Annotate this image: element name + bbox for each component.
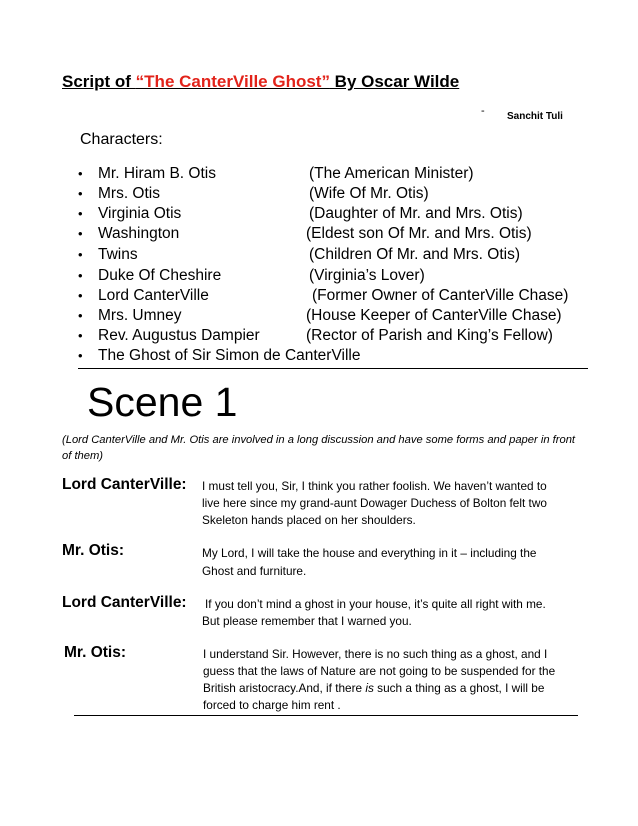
dialogue-line: But please remember that I warned you. <box>202 614 412 628</box>
character-role: (House Keeper of CanterVille Chase) <box>306 307 562 324</box>
dialogue-line: I must tell you, Sir, I think you rather foolish. We haven’t wanted to <box>202 479 547 493</box>
character-name: Virginia Otis <box>98 205 182 222</box>
title-suffix: By Oscar Wilde <box>329 72 460 91</box>
character-role: (Daughter of Mr. and Mrs. Otis) <box>309 205 523 222</box>
dialogue-line: live here since my grand-aunt Dowager Duchess of Bolton felt two <box>202 496 547 510</box>
bullet-icon: • <box>78 308 83 323</box>
character-name: The Ghost of Sir Simon de CanterVille <box>98 347 361 364</box>
character-role: (Former Owner of CanterVille Chase) <box>312 287 569 304</box>
dialogue-line: I understand Sir. However, there is no such thing as a ghost, and I <box>203 647 548 661</box>
dialogue-line: If you don’t mind a ghost in your house, it’s quite all right with me. <box>205 597 546 611</box>
character-name: Mr. Hiram B. Otis <box>98 165 216 182</box>
character-name: Rev. Augustus Dampier <box>98 327 260 344</box>
bullet-icon: • <box>78 166 83 181</box>
character-name: Duke Of Cheshire <box>98 267 222 284</box>
dialogue-line: Ghost and furniture. <box>202 564 307 578</box>
bullet-icon: • <box>78 348 83 363</box>
bullet-icon: • <box>78 226 83 241</box>
speaker-name: Lord CanterVille: <box>62 594 187 611</box>
bullet-icon: • <box>78 288 83 303</box>
dialogue-line: Skeleton hands placed on her shoulders. <box>202 513 416 527</box>
character-name: Washington <box>98 225 180 242</box>
character-role: (Eldest son Of Mr. and Mrs. Otis) <box>306 225 532 242</box>
dialogue-line: My Lord, I will take the house and everything in it – including the <box>202 546 537 560</box>
character-role: (The American Minister) <box>309 165 474 182</box>
bullet-icon: • <box>78 328 83 343</box>
scene-heading: Scene 1 <box>87 379 238 425</box>
bullet-icon: • <box>78 268 83 283</box>
dialogue-line <box>203 680 544 698</box>
bullet-icon: • <box>78 247 83 262</box>
dialogue-line: guess that the laws of Nature are not going to be suspended for the <box>203 664 556 678</box>
stage-direction: (Lord CanterVille and Mr. Otis are involved in a long discussion and have some forms and paper in front of them) <box>62 434 576 462</box>
title-play-name: “The CanterVille Ghost” <box>135 72 330 91</box>
character-name: Lord CanterVille <box>98 287 209 304</box>
characters-heading: Characters: <box>80 131 163 148</box>
bullet-icon: • <box>78 186 83 201</box>
dialogue-line-part: such a thing as a ghost, I will be <box>373 681 545 695</box>
bullet-icon: • <box>78 206 83 221</box>
script-title <box>62 72 459 92</box>
dialogue-line: forced to charge him rent . <box>203 698 341 712</box>
character-name: Twins <box>98 246 138 263</box>
character-name: Mrs. Umney <box>98 307 182 324</box>
character-role: (Virginia’s Lover) <box>309 267 425 284</box>
author-dash: - <box>481 105 485 117</box>
speaker-name: Lord CanterVille: <box>62 476 187 493</box>
emphasis-word: is <box>365 681 374 695</box>
speaker-name: Mr. Otis: <box>62 542 125 559</box>
speaker-name: Mr. Otis: <box>64 644 127 661</box>
title-prefix: Script of <box>62 72 136 91</box>
section-divider <box>78 368 588 369</box>
author-name: Sanchit Tuli <box>507 111 563 122</box>
dialogue-line-part: British aristocracy.And, if there <box>203 681 366 695</box>
character-role: (Wife Of Mr. Otis) <box>309 185 429 202</box>
character-role: (Children Of Mr. and Mrs. Otis) <box>309 246 521 263</box>
page-divider <box>74 715 578 716</box>
character-name: Mrs. Otis <box>98 185 160 202</box>
character-role: (Rector of Parish and King’s Fellow) <box>306 327 553 344</box>
